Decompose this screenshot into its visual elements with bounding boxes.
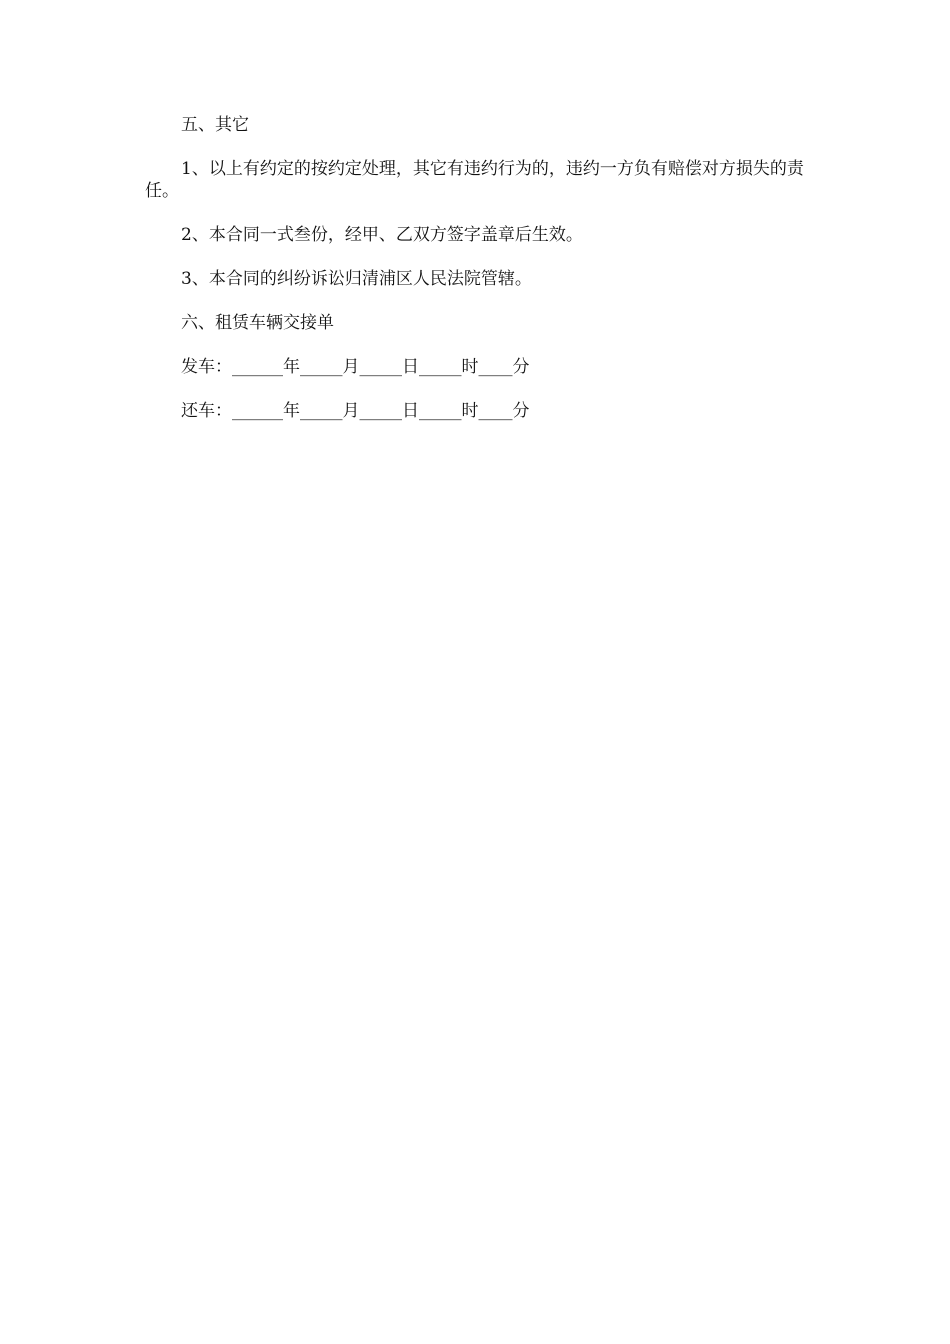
clause-2: 2、本合同一式叁份，经甲、乙双方签字盖章后生效。 [181,225,583,245]
clause-1: 1、以上有约定的按约定处理，其它有违约行为的，违约一方负有赔偿对方损失的责任。 [145,159,804,201]
document-body [145,114,807,444]
section-heading-handover: 六、租赁车辆交接单 [181,313,334,333]
return-time-line: 还车：______年_____月_____日_____时____分 [181,401,530,421]
clause-3: 3、本合同的纠纷诉讼归清浦区人民法院管辖。 [181,269,532,289]
pickup-time-line: 发车：______年_____月_____日_____时____分 [181,357,530,377]
section-heading-other: 五、其它 [181,115,249,135]
